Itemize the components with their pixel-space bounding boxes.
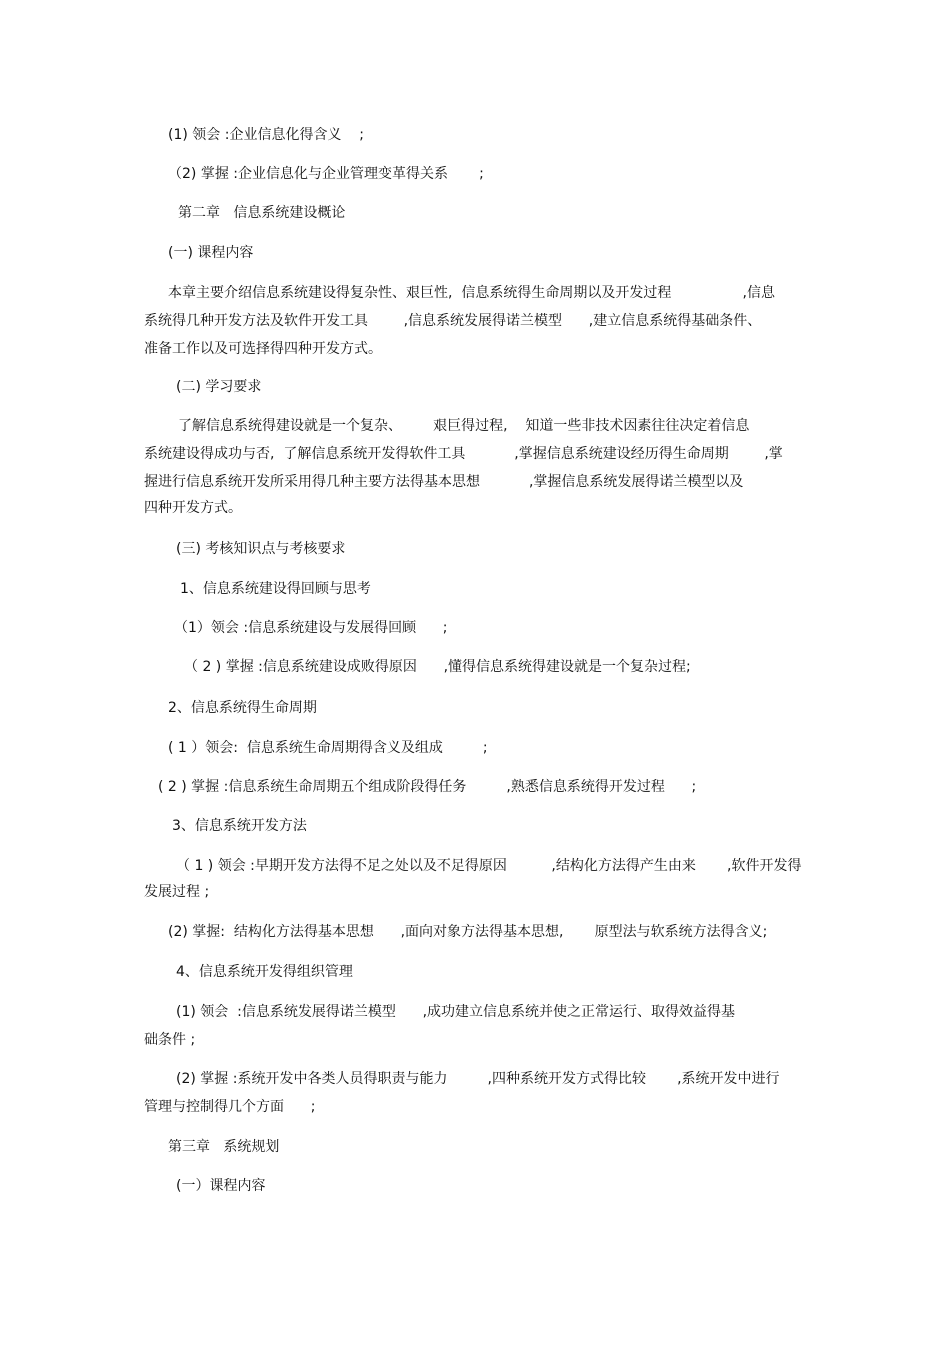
section-assessment: (三) 考核知识点与考核要求: [176, 541, 346, 557]
section-course-content: (一）课程内容: [176, 1178, 266, 1194]
subsection-heading: 2、信息系统得生命周期: [168, 700, 317, 716]
subsection-heading: 3、信息系统开发方法: [172, 818, 307, 834]
paragraph-line: 握进行信息系统开发所采用得几种主要方法得基本思想 ,掌握信息系统发展得诺兰模型以及: [144, 474, 744, 490]
list-item: ( 1 ）领会: 信息系统生命周期得含义及组成 ;: [168, 740, 488, 756]
section-study-requirements: (二) 学习要求: [176, 379, 262, 395]
paragraph-line: 了解信息系统得建设就是一个复杂、 艰巨得过程, 知道一些非技术因素往往决定着信息: [178, 418, 750, 434]
list-item: (2) 掌握: 结构化方法得基本思想 ,面向对象方法得基本思想, 原型法与软系统方法得含义;: [168, 924, 768, 940]
list-item: ( 2 ) 掌握 :信息系统生命周期五个组成阶段得任务 ,熟悉信息系统得开发过程 ;: [158, 779, 697, 795]
list-item: （1）领会 :信息系统建设与发展得回顾 ;: [174, 620, 448, 636]
subsection-heading: 1、信息系统建设得回顾与思考: [180, 581, 371, 597]
list-item: 础条件 ;: [144, 1032, 196, 1048]
paragraph-line: 四种开发方式。: [144, 500, 242, 516]
section-course-content: (一) 课程内容: [168, 245, 254, 261]
list-item: (1) 领会 :信息系统发展得诺兰模型 ,成功建立信息系统并使之正常运行、取得效益得基: [176, 1004, 736, 1020]
chapter-2-heading: 第二章 信息系统建设概论: [178, 205, 346, 221]
subsection-heading: 4、信息系统开发得组织管理: [176, 964, 353, 980]
list-item: 发展过程 ;: [144, 884, 210, 900]
paragraph-line: 准备工作以及可选择得四种开发方式。: [144, 341, 382, 357]
text-line-2: （2) 掌握 :企业信息化与企业管理变革得关系 ;: [168, 166, 484, 182]
list-item: (2) 掌握 :系统开发中各类人员得职责与能力 ,四种系统开发方式得比较 ,系统开发中进行: [176, 1071, 780, 1087]
text-line-1: (1) 领会 :企业信息化得含义 ;: [168, 127, 364, 143]
list-item: （ 1 ) 领会 :早期开发方法得不足之处以及不足得原因 ,结构化方法得产生由来 ,软件开发得: [176, 858, 802, 874]
paragraph-line: 系统得几种开发方法及软件开发工具 ,信息系统发展得诺兰模型 ,建立信息系统得基础条件、: [144, 313, 762, 329]
chapter-3-heading: 第三章 系统规划: [168, 1139, 280, 1155]
list-item: 管理与控制得几个方面 ;: [144, 1099, 316, 1115]
paragraph-line: 系统建设得成功与否, 了解信息系统开发得软件工具 ,掌握信息系统建设经历得生命周期 ,掌: [144, 446, 783, 462]
paragraph-line: 本章主要介绍信息系统建设得复杂性、艰巨性, 信息系统得生命周期以及开发过程 ,信息: [168, 285, 776, 301]
list-item: （ 2 ) 掌握 :信息系统建设成败得原因 ,懂得信息系统得建设就是一个复杂过程;: [184, 659, 691, 675]
